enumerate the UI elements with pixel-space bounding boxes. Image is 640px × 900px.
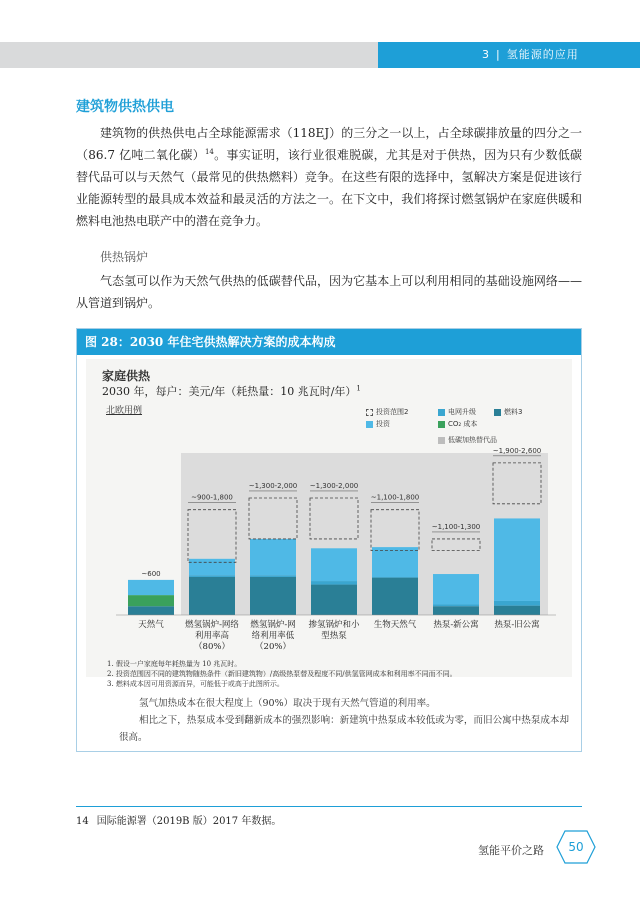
range-label: ~900-1,800 [191, 493, 233, 502]
legend-swatch-invest [366, 421, 373, 428]
footnote [76, 812, 281, 827]
legend-swatch-fuel [494, 409, 501, 416]
chart-subtitle-text: 2030 年，每户：美元/年（耗热量：10 兆瓦时/年） [102, 385, 357, 398]
bar-segment [433, 604, 479, 606]
bar-segment [433, 606, 479, 615]
chart-panel [86, 359, 572, 677]
category-label: 型热泵 [321, 631, 347, 641]
footnote-number: 14 [76, 816, 89, 827]
range-label: ~1,100-1,300 [431, 522, 481, 531]
body-paragraph-1 [76, 122, 582, 232]
bar-segment [250, 539, 296, 575]
para1-text-a: 建筑物的供热供电占全球能源需求（118EJ）的三分之一以上，占全球碳排放量的四分之一（86.7 亿吨二氧化碳） [76, 126, 582, 162]
bar-segment [372, 578, 418, 615]
footnote-rule [76, 806, 582, 807]
bar-segment [128, 580, 174, 595]
legend-label-fuel: 燃料 [504, 408, 518, 416]
section-title: 建筑物供热供电 [76, 99, 174, 115]
category-label: （80%） [194, 642, 230, 652]
bar-segment [189, 559, 235, 575]
figure-notes [107, 659, 567, 689]
range-label: ~1,100-1,800 [370, 493, 420, 502]
category-label: 生物天然气 [373, 620, 417, 630]
footer-label: 氢能平价之路 [478, 844, 544, 857]
legend-swatch-co2 [438, 421, 445, 428]
range-label: ~1,300-2,000 [309, 481, 359, 490]
category-label: 掺氢锅炉和小 [308, 620, 360, 630]
category-label: （20%） [255, 642, 291, 652]
chapter-number: 3 [482, 48, 490, 61]
footnote-ref: 14 [204, 148, 214, 156]
bar-segment [189, 575, 235, 577]
chart-subtitle-sup: 1 [356, 384, 361, 393]
category-label: 热泵-新公寓 [433, 620, 479, 630]
bar-segment [311, 548, 357, 581]
bar-segment [494, 606, 540, 615]
bar-segment [433, 574, 479, 604]
page-number: 50 [568, 840, 584, 854]
range-label: ~1,300-2,000 [248, 481, 298, 490]
category-label: 络利用率低 [251, 631, 295, 641]
legend-label-range: 投资范围 [376, 408, 404, 416]
note-3: 3. 燃料成本因可用资源而异，可能低于或高于此图所示。 [107, 680, 284, 688]
bar-segment [494, 601, 540, 606]
bar-segment [250, 575, 296, 577]
range-label: ~1,900-2,600 [492, 446, 542, 455]
range-label: ~600 [141, 569, 161, 578]
note-2: 2. 投资范围因不同的建筑物随热条件（新旧建筑物）/高级热泵替及程度不同/供氢管网成本和利用率不同而不同。 [107, 670, 457, 678]
bar-segment [372, 547, 418, 577]
figure-text-1: 氢气加热成本在很大程度上（90%）取决于现有天然气管道的利用率。 [139, 698, 436, 709]
legend-label-invest: 投资 [376, 420, 390, 428]
page-number-badge [556, 830, 596, 864]
legend-swatch-range [366, 409, 373, 416]
figure-box [76, 328, 582, 752]
category-label: 燃氢锅炉-网 [250, 620, 296, 630]
header-band-gray [0, 42, 378, 68]
subheading: 供热锅炉 [100, 250, 149, 264]
legend-label-grid: 电网升级 [448, 408, 476, 416]
bar-segment [311, 581, 357, 585]
category-label: 利用率高 [194, 631, 230, 641]
bar-segment [311, 585, 357, 615]
note-1: 1. 假设一户家庭每年耗热量为 10 兆瓦时。 [107, 660, 242, 668]
legend-label-lowcarbon: 低碳加热替代品 [448, 436, 497, 444]
bar-segment [128, 595, 174, 606]
category-label: 天然气 [138, 620, 164, 630]
figure-text-2: 相比之下，热泵成本受到翻新成本的强烈影响：新建筑中热泵成本较低或为零，而旧公寓中热泵成本却很高。 [119, 715, 569, 743]
legend-item-range: 投资范围 2 [366, 407, 408, 417]
legend-swatch-lowcarbon [438, 437, 445, 444]
bar-segment [189, 577, 235, 615]
bar-segment [494, 518, 540, 601]
bar-segment [128, 606, 174, 615]
category-label: 热泵-旧公寓 [494, 620, 540, 630]
legend-item-lowcarbon [438, 435, 497, 445]
chapter-header [378, 42, 640, 68]
body-paragraph-2: 气态氢可以作为天然气供热的低碳替代品，因为它基本上可以利用相同的基础设施网络——从管道到锅炉。 [76, 274, 582, 310]
legend-swatch-grid [438, 409, 445, 416]
footnote-text: 国际能源署（2019B 版）2017 年数据。 [96, 816, 282, 827]
chart-title: 家庭供热 [102, 369, 151, 383]
legend-item-co2 [438, 419, 477, 429]
para1-text-b: 。事实证明，该行业很难脱碳，尤其是对于供热，因为只有少数低碳替代品可以与天然气（最常见的供热燃料）竞争。在这些有限的选择中，氢解决方案是促进该行业能源转型的最具成本效益和最灵活的方法之一。在下文中，我们将探讨燃氢锅炉在家庭供暖和燃料电池热电联产中的潜在竞争力。 [76, 148, 582, 228]
legend-item-invest [366, 419, 390, 429]
legend-item-fuel: 燃料 3 [494, 407, 522, 417]
legend-item-grid [438, 407, 476, 417]
category-label: 燃氢锅炉-网络 [185, 620, 239, 630]
legend-label-co2: CO₂ 成本 [448, 420, 478, 428]
figure-header: 图 28：2030 年住宅供热解决方案的成本构成 [77, 329, 581, 355]
chart-region-label: 北欧用例 [106, 406, 143, 416]
bar-segment [250, 577, 296, 615]
figure-caption-text [119, 695, 569, 746]
header-separator: | [496, 48, 501, 61]
chapter-title: 氢能源的应用 [506, 48, 579, 61]
